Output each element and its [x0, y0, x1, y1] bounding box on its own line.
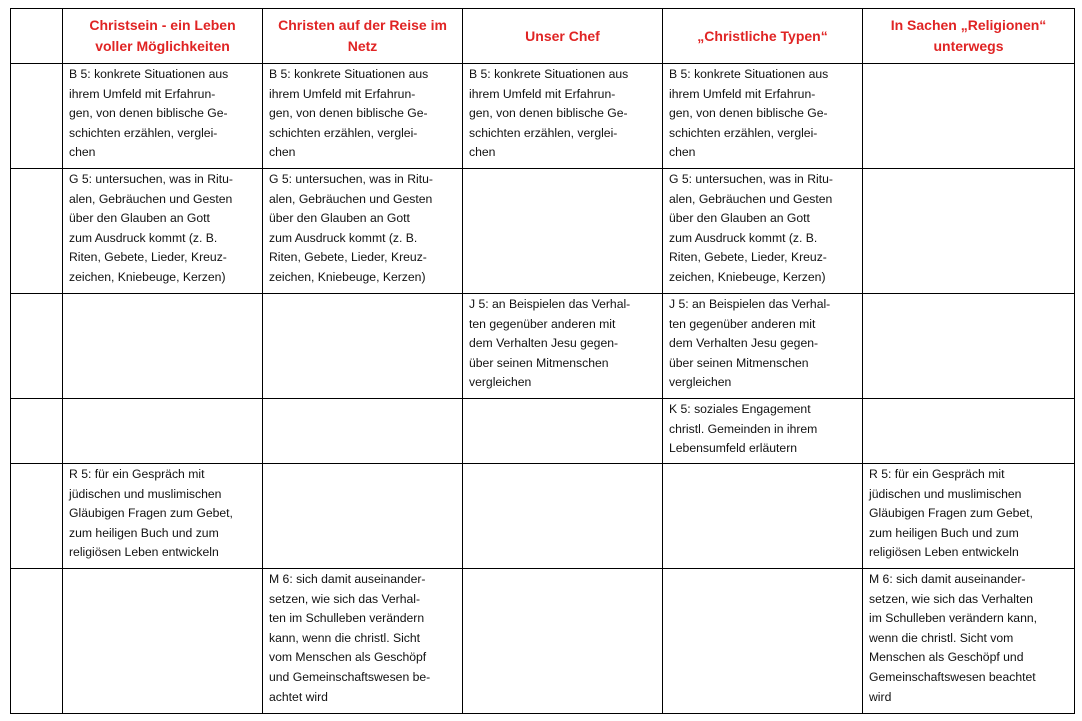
table-cell: M 6: sich damit auseinander- setzen, wie sich das Verhal- ten im Schulleben verändern kann, wenn die christl. Sicht vom Menschen als Geschöpf und Gemeinschaftswesen be- achtet wird — [263, 569, 463, 714]
table-cell — [663, 464, 863, 569]
header-christsein: Christsein - ein Leben voller Möglichkeiten — [63, 9, 263, 64]
row-label-cell — [11, 464, 63, 569]
table-cell — [263, 399, 463, 464]
table-cell — [863, 294, 1075, 399]
table-cell: G 5: untersuchen, was in Ritu- alen, Gebräuchen und Gesten über den Glauben an Gott zum Ausdruck kommt (z. B. Riten, Gebete, Lieder, Kreuz- zeichen, Kniebeuge, Kerzen) — [63, 169, 263, 294]
table-cell — [463, 569, 663, 714]
table-cell — [463, 169, 663, 294]
header-cell-empty — [11, 9, 63, 64]
table-row — [11, 169, 1075, 294]
table-row — [11, 399, 1075, 464]
table-cell: R 5: für ein Gespräch mit jüdischen und muslimischen Gläubigen Fragen zum Gebet, zum heiligen Buch und zum religiösen Leben entwickeln — [863, 464, 1075, 569]
table-cell: K 5: soziales Engagement christl. Gemeinden in ihrem Lebensumfeld erläutern — [663, 399, 863, 464]
table-cell: B 5: konkrete Situationen aus ihrem Umfeld mit Erfahrun- gen, von denen biblische Ge- schichten erzählen, verglei- chen — [63, 64, 263, 169]
table-cell — [463, 464, 663, 569]
header-unser-chef: Unser Chef — [463, 9, 663, 64]
table-cell: B 5: konkrete Situationen aus ihrem Umfeld mit Erfahrun- gen, von denen biblische Ge- schichten erzählen, verglei- chen — [663, 64, 863, 169]
table-cell: G 5: untersuchen, was in Ritu- alen, Gebräuchen und Gesten über den Glauben an Gott zum Ausdruck kommt (z. B. Riten, Gebete, Lieder, Kreuz- zeichen, Kniebeuge, Kerzen) — [263, 169, 463, 294]
table-cell — [63, 294, 263, 399]
table-cell — [63, 399, 263, 464]
table-row — [11, 294, 1075, 399]
table-cell: R 5: für ein Gespräch mit jüdischen und muslimischen Gläubigen Fragen zum Gebet, zum heiligen Buch und zum religiösen Leben entwickeln — [63, 464, 263, 569]
row-label-cell — [11, 169, 63, 294]
curriculum-table — [10, 8, 1075, 714]
header-religionen: In Sachen „Religionen“ unterwegs — [863, 9, 1075, 64]
table-cell — [863, 169, 1075, 294]
table-row — [11, 464, 1075, 569]
row-label-cell — [11, 569, 63, 714]
table-row — [11, 569, 1075, 714]
table-cell — [463, 399, 663, 464]
table-cell: B 5: konkrete Situationen aus ihrem Umfeld mit Erfahrun- gen, von denen biblische Ge- schichten erzählen, verglei- chen — [263, 64, 463, 169]
row-label-cell — [11, 64, 63, 169]
table-row — [11, 64, 1075, 169]
table-cell — [263, 464, 463, 569]
row-label-cell — [11, 399, 63, 464]
table-cell: B 5: konkrete Situationen aus ihrem Umfeld mit Erfahrun- gen, von denen biblische Ge- schichten erzählen, verglei- chen — [463, 64, 663, 169]
table-cell: M 6: sich damit auseinander- setzen, wie sich das Verhalten im Schulleben verändern kann, wenn die christl. Sicht vom Menschen als Geschöpf und Gemeinschaftswesen beachtet wird — [863, 569, 1075, 714]
header-christen-netz: Christen auf der Reise im Netz — [263, 9, 463, 64]
header-christliche-typen: „Christliche Typen“ — [663, 9, 863, 64]
table-cell — [663, 569, 863, 714]
table-cell: G 5: untersuchen, was in Ritu- alen, Gebräuchen und Gesten über den Glauben an Gott zum Ausdruck kommt (z. B. Riten, Gebete, Lieder, Kreuz- zeichen, Kniebeuge, Kerzen) — [663, 169, 863, 294]
row-label-cell — [11, 294, 63, 399]
table-cell: J 5: an Beispielen das Verhal- ten gegenüber anderen mit dem Verhalten Jesu gegen- über seinen Mitmenschen vergleichen — [463, 294, 663, 399]
table-cell — [63, 569, 263, 714]
table-cell — [863, 399, 1075, 464]
table-cell — [863, 64, 1075, 169]
table-cell — [263, 294, 463, 399]
header-row — [11, 9, 1075, 64]
table-cell: J 5: an Beispielen das Verhal- ten gegenüber anderen mit dem Verhalten Jesu gegen- über seinen Mitmenschen vergleichen — [663, 294, 863, 399]
